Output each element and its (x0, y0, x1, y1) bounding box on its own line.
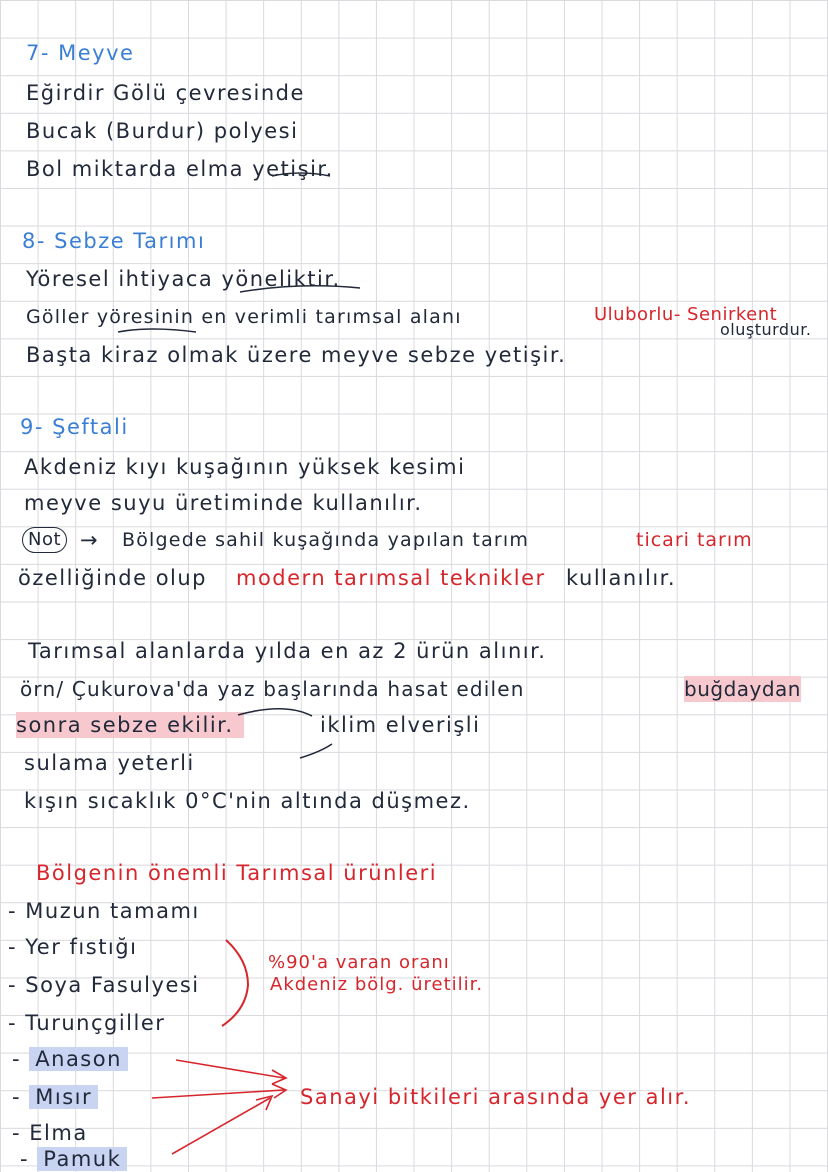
harvest-line-4: sulama yeterli (24, 751, 195, 775)
section-9-title: 9- Şeftali (20, 415, 129, 439)
harvest-line-2-highlight: buğdaydan (684, 677, 801, 701)
s9-line-4-red: modern tarımsal teknikler (236, 566, 546, 590)
product-muz: Muzun tamamı (25, 899, 200, 923)
product-pamuk: Pamuk (37, 1147, 127, 1171)
product-anason: Anason (29, 1047, 128, 1071)
curve-arrow-icon (300, 744, 332, 758)
brace-note-line-1: %90'a varan oranı (268, 952, 450, 973)
product-misir: Mısır (29, 1085, 98, 1109)
brace-note-line-2: Akdeniz bölg. üretilir. (270, 974, 484, 995)
s8-line-2: Göller yöresinin en verimli tarımsal alanı (26, 306, 462, 328)
arrow-icon (152, 1090, 284, 1098)
harvest-line-3-note: iklim elverişli (320, 713, 481, 737)
underline-mark (240, 286, 360, 292)
harvest-line-3-highlight: sonra sebze ekilir. (16, 712, 244, 738)
list-item: - Anason (12, 1046, 128, 1072)
list-item: - Yer fıstığı (8, 935, 138, 959)
s7-line-3: Bol miktarda elma yetişir. (26, 157, 334, 181)
underline-mark (272, 173, 330, 176)
curve-arrow-icon (238, 709, 312, 716)
s8-line-1: Yöresel ihtiyaca yöneliktir. (26, 267, 341, 291)
brace-icon (222, 940, 248, 1026)
list-item: - Soya Fasulyesi (8, 973, 200, 997)
section-8-title: 8- Sebze Tarımı (22, 229, 206, 253)
product-turuncgiller: Turunçgiller (25, 1011, 166, 1035)
product-yer-fistigi: Yer fıstığı (25, 935, 138, 959)
arrow-icon (176, 1060, 284, 1078)
s9-note-red: ticari tarım (636, 529, 753, 551)
harvest-line-2: örn/ Çukurova'da yaz başlarında hasat edilen (20, 677, 525, 701)
list-item: - Muzun tamamı (8, 899, 200, 923)
s8-line-3: Başta kiraz olmak üzere meyve sebze yetişir. (26, 343, 567, 367)
arrow-note: Sanayi bitkileri arasında yer alır. (300, 1085, 692, 1109)
arrow-right-icon: → (80, 528, 100, 552)
harvest-line-1: Tarımsal alanlarda yılda en az 2 ürün alınır. (28, 639, 547, 663)
product-soya: Soya Fasulyesi (25, 973, 200, 997)
list-item: - Turunçgiller (8, 1011, 166, 1035)
list-item: - Pamuk (20, 1146, 127, 1172)
products-title: Bölgenin önemli Tarımsal ürünleri (36, 861, 438, 885)
s9-line-1: Akdeniz kıyı kuşağının yüksek kesimi (24, 455, 466, 479)
s8-location-note: oluşturdur. (720, 320, 812, 339)
underline-mark (118, 329, 196, 332)
s7-line-1: Eğirdir Gölü çevresinde (26, 81, 305, 105)
list-item: - Mısır (12, 1084, 98, 1110)
s8-location-red: Uluborlu- Senirkent (594, 304, 778, 325)
arrow-icon (172, 1098, 270, 1154)
harvest-line-5: kışın sıcaklık 0°C'nin altında düşmez. (24, 789, 471, 813)
s9-line-4b: kullanılır. (566, 566, 677, 590)
s9-note-text: Bölgede sahil kuşağında yapılan tarım (122, 529, 530, 551)
s7-line-2: Bucak (Burdur) polyesi (26, 119, 299, 143)
section-7-title: 7- Meyve (26, 41, 135, 65)
product-elma: Elma (29, 1121, 88, 1145)
not-badge: Not (22, 527, 67, 553)
s9-line-4a: özelliğinde olup (18, 566, 208, 590)
list-item: - Elma (12, 1121, 88, 1145)
s9-line-2: meyve suyu üretiminde kullanılır. (24, 491, 423, 515)
